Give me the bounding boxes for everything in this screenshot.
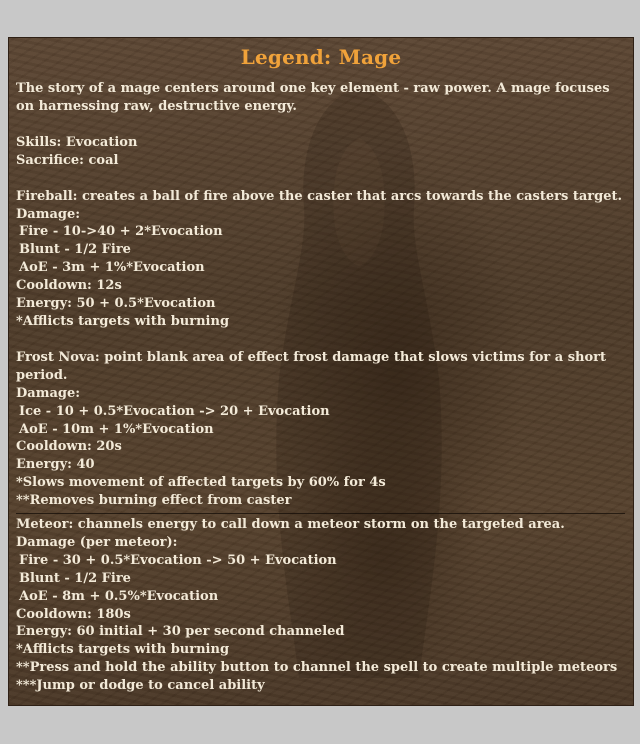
ability-note: *Afflicts targets with burning <box>16 313 230 329</box>
ability-description: Fireball: creates a ball of fire above the caster that arcs towards the casters target. <box>16 188 622 204</box>
ability-note: ***Jump or dodge to cancel ability <box>16 678 265 694</box>
skills-text: Skills: Evocation <box>16 134 138 150</box>
energy-text: Energy: 50 + 0.5*Evocation <box>16 296 216 312</box>
damage-line: Fire - 30 + 0.5*Evocation -> 50 + Evocation <box>19 552 337 568</box>
energy-text: Energy: 60 initial + 30 per second channeled <box>16 624 345 640</box>
damage-line: Blunt - 1/2 Fire <box>19 570 131 586</box>
cooldown-text: Cooldown: 20s <box>16 439 122 455</box>
damage-line: AoE - 3m + 1%*Evocation <box>19 260 205 276</box>
ability-description: Frost Nova: point blank area of effect frost damage that slows victims for a short period. <box>16 349 607 383</box>
damage-header: Damage (per meteor): <box>16 534 178 550</box>
sacrifice-text: Sacrifice: coal <box>16 152 119 168</box>
damage-header: Damage: <box>16 206 81 222</box>
damage-line: Fire - 10->40 + 2*Evocation <box>19 224 223 240</box>
damage-header: Damage: <box>16 385 81 401</box>
ability-note: **Removes burning effect from caster <box>16 493 292 509</box>
damage-line: AoE - 10m + 1%*Evocation <box>19 421 214 437</box>
cooldown-text: Cooldown: 12s <box>16 278 122 294</box>
ability-note: *Afflicts targets with burning <box>16 642 230 658</box>
cooldown-text: Cooldown: 180s <box>16 606 131 622</box>
energy-text: Energy: 40 <box>16 457 95 473</box>
damage-line: Ice - 10 + 0.5*Evocation -> 20 + Evocation <box>19 403 330 419</box>
ability-description: Meteor: channels energy to call down a meteor storm on the targeted area. <box>16 517 565 533</box>
ability-note: **Press and hold the ability button to channel the spell to create multiple meteors <box>16 660 618 676</box>
intro-text: The story of a mage centers around one key element - raw power. A mage focuses on harnessing raw, destructive energy. <box>16 81 610 114</box>
legend-panel <box>8 37 634 706</box>
ability-note: *Slows movement of affected targets by 60% for 4s <box>16 475 386 491</box>
ability-fireball <box>16 188 625 331</box>
ability-meteor <box>16 516 625 695</box>
page-title: Legend: Mage <box>240 45 402 69</box>
ability-frost-nova <box>16 349 625 510</box>
damage-line: Blunt - 1/2 Fire <box>19 242 131 258</box>
legend-content <box>16 80 625 695</box>
section-divider <box>16 513 625 514</box>
damage-line: AoE - 8m + 0.5%*Evocation <box>19 588 219 604</box>
